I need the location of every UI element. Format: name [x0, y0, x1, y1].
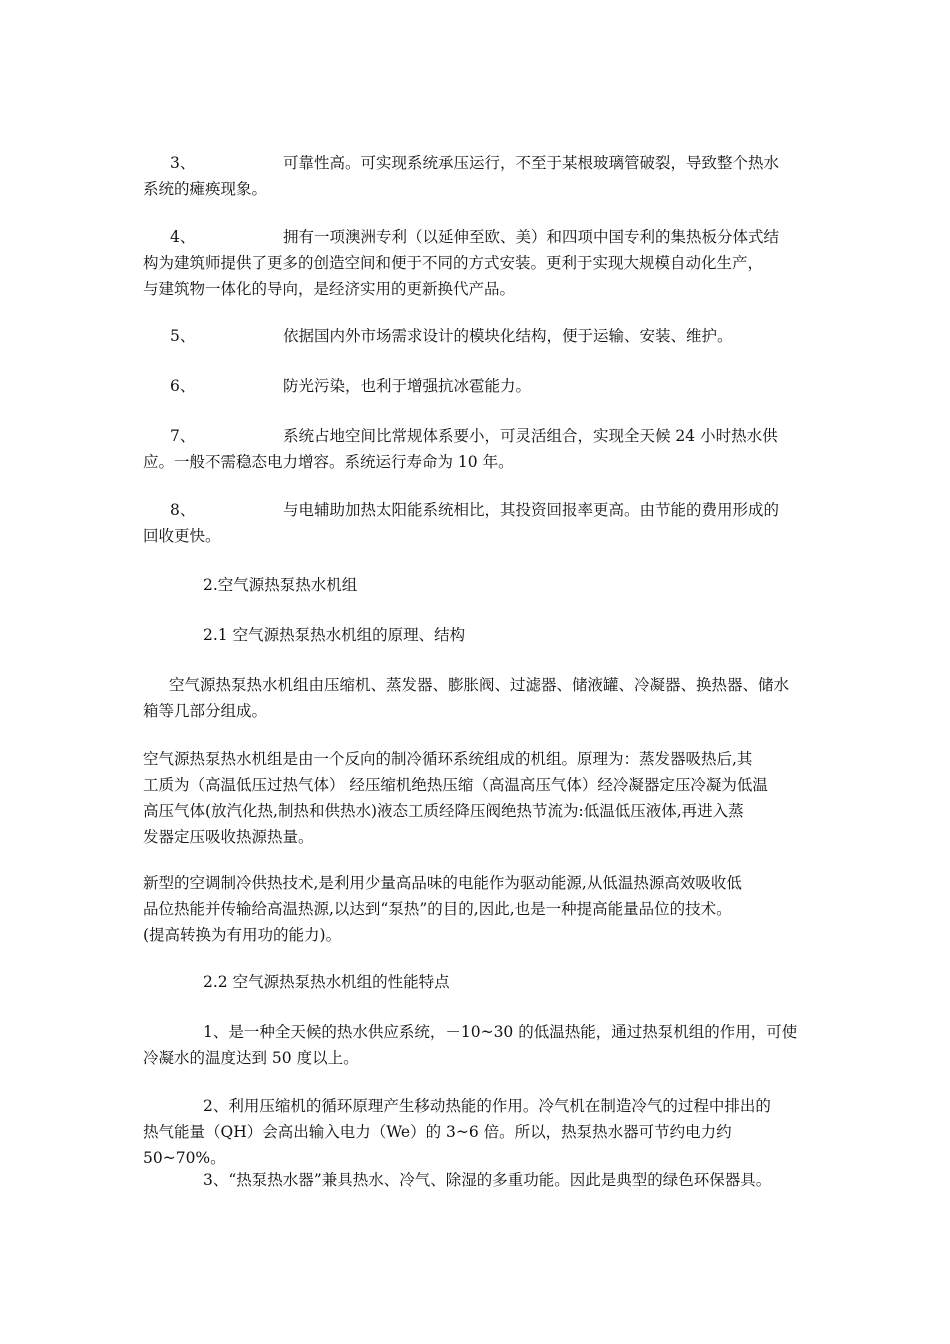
item-number: 5、: [170, 327, 196, 345]
item-text: 可靠性高。可实现系统承压运行，不至于某根玻璃管破裂，导致整个热水: [283, 154, 780, 172]
subsection-heading-2-2: 2.2 空气源热泵热水机组的性能特点: [203, 973, 450, 991]
item-text: 防光污染，也利于增强抗冰雹能力。: [283, 377, 532, 395]
item-text-cont: 系统的瘫痪现象。: [143, 180, 268, 198]
item-text-cont: 应。一般不需稳态电力增容。系统运行寿命为 10 年。: [143, 453, 514, 471]
item-number: 4、: [170, 228, 196, 246]
item-number: 6、: [170, 377, 196, 395]
item-text: 拥有一项澳洲专利（以延伸至欧、美）和四项中国专利的集热板分体式结: [283, 228, 780, 246]
item-number: 7、: [170, 427, 196, 445]
item-5: [143, 323, 808, 349]
feature-2: 2、利用压缩机的循环原理产生移动热能的作用。冷气机在制造冷气的过程中排出的 热气能量（QH）会高出输入电力（We）的 3~6 倍。所以，热泵热水器可节约电力约 50~70%。: [143, 1097, 771, 1167]
item-text-cont: 与建筑物一体化的导向，是经济实用的更新换代产品。: [143, 280, 516, 298]
item-8: [143, 497, 808, 549]
feature-1: 1、是一种全天候的热水供应系统，－10~30 的低温热能，通过热泵机组的作用，可使 冷凝水的温度达到 50 度以上。: [143, 1023, 798, 1067]
item-text-cont: 回收更快。: [143, 527, 221, 545]
item-7: [143, 423, 808, 475]
section-heading: 2.空气源热泵热水机组: [203, 576, 358, 594]
item-6: [143, 373, 808, 399]
item-4: [143, 224, 808, 302]
subsection-heading-2-1: 2.1 空气源热泵热水机组的原理、结构: [203, 626, 466, 644]
item-text: 依据国内外市场需求设计的模块化结构，便于运输、安装、维护。: [283, 327, 733, 345]
item-text: 与电辅助加热太阳能系统相比，其投资回报率更高。由节能的费用形成的: [283, 501, 780, 519]
item-3: [143, 150, 808, 202]
item-number: 8、: [170, 501, 196, 519]
paragraph-principle: 空气源热泵热水机组是由一个反向的制冷循环系统组成的机组。原理为：蒸发器吸热后,其 工质为（高温低压过热气体） 经压缩机绝热压缩（高温高压气体）经冷凝器定压冷凝为低温 高压气体(放汽化热,制热和供热水)液态工质经降压阀绝热节流为:低温低压液体,再进入蒸 发器定压吸收热源热量。: [143, 750, 768, 846]
item-text-cont: 构为建筑师提供了更多的创造空间和便于不同的方式安装。更利于实现大规模自动化生产，: [143, 254, 764, 272]
item-number: 3、: [170, 154, 196, 172]
paragraph-components: 空气源热泵热水机组由压缩机、蒸发器、膨胀阀、过滤器、储液罐、冷凝器、换热器、储水 箱等几部分组成。: [143, 676, 790, 720]
feature-3: 3、“热泵热水器”兼具热水、冷气、除湿的多重功能。因此是典型的绿色环保器具。: [203, 1171, 772, 1189]
paragraph-technology: 新型的空调制冷供热技术,是利用少量高品味的电能作为驱动能源,从低温热源高效吸收低 品位热能并传输给高温热源,以达到“泵热”的目的,因此,也是一种提高能量品位的技术。 (提高转换为有用功的能力)。: [143, 874, 742, 944]
item-text: 系统占地空间比常规体系要小，可灵活组合，实现全天候 24 小时热水供: [283, 427, 778, 445]
